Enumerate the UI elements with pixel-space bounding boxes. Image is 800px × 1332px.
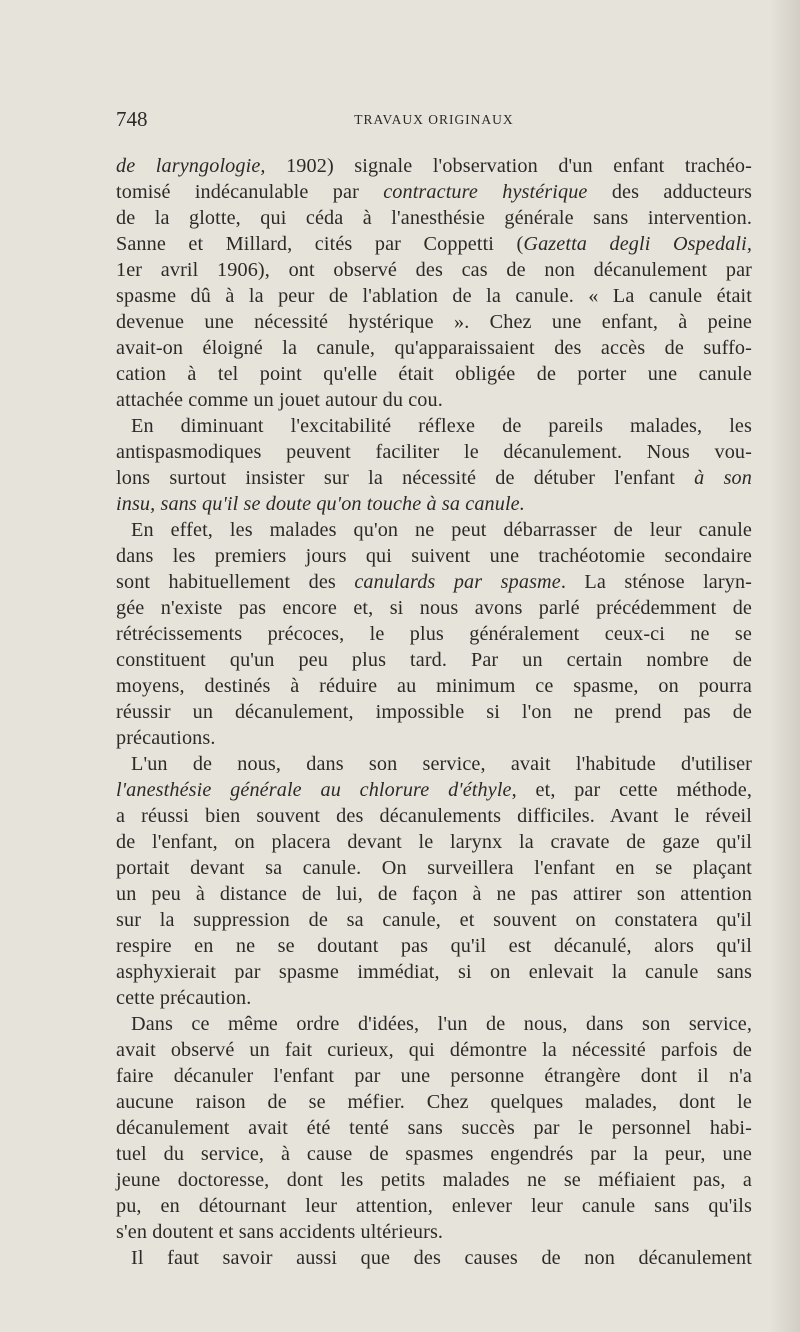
text-line — [116, 1011, 752, 1037]
body-text — [116, 153, 752, 1271]
text-segment: jeune doctoresse, dont les petits malades ne se méfiaient pas, a — [116, 1169, 752, 1191]
text-line — [116, 803, 752, 829]
text-line — [116, 855, 752, 881]
text-segment: , et, par cette méthode, — [511, 779, 753, 801]
italic-text-segment: de laryngologie, — [116, 155, 266, 177]
text-line — [116, 1219, 752, 1245]
text-segment: L'un de nous, dans son service, avait l'habitude d'utiliser — [131, 753, 752, 775]
page-gutter-shadow — [770, 0, 800, 1332]
text-segment: cation à tel point qu'elle était obligée de porter une canule — [116, 363, 752, 385]
text-line — [116, 1115, 752, 1141]
text-line — [116, 1193, 752, 1219]
text-line — [116, 335, 752, 361]
italic-text-segment: canulards par spasme — [354, 571, 561, 593]
text-line — [116, 699, 752, 725]
text-segment: gée n'existe pas encore et, si nous avons parlé précédemment de — [116, 597, 752, 619]
text-line — [116, 179, 752, 205]
text-segment: faire décanuler l'enfant par une personne étrangère dont il n'a — [116, 1065, 752, 1087]
text-line — [116, 1089, 752, 1115]
text-segment: des adducteurs — [587, 181, 753, 203]
text-segment: Il faut savoir aussi que des causes de non décanulement — [131, 1247, 752, 1269]
text-segment: précautions. — [116, 727, 216, 749]
text-line — [116, 1141, 752, 1167]
text-segment: Dans ce même ordre d'idées, l'un de nous, dans son service, — [131, 1013, 752, 1035]
text-segment: En effet, les malades qu'on ne peut débarrasser de leur canule — [131, 519, 752, 541]
text-segment: antispasmodiques peuvent faciliter le décanulement. Nous vou- — [116, 441, 752, 463]
text-segment: un peu à distance de lui, de façon à ne pas attirer son attention — [116, 883, 752, 905]
text-line — [116, 907, 752, 933]
text-segment: avait observé un fait curieux, qui démontre la nécessité parfois de — [116, 1039, 752, 1061]
text-line — [116, 517, 752, 543]
text-segment: constituent qu'un peu plus tard. Par un certain nombre de — [116, 649, 752, 671]
text-line — [116, 777, 752, 803]
text-segment: devenue une nécessité hystérique ». Chez une enfant, à peine — [116, 311, 752, 333]
text-line — [116, 881, 752, 907]
text-segment: sont habituellement des — [116, 571, 355, 593]
text-line — [116, 361, 752, 387]
text-line — [116, 205, 752, 231]
text-line — [116, 673, 752, 699]
text-segment: Sanne et Millard, cités par Coppetti ( — [116, 233, 524, 255]
text-line — [116, 413, 752, 439]
page-number: 748 — [116, 107, 148, 131]
text-line — [116, 751, 752, 777]
text-segment: dans les premiers jours qui suivent une trachéotomie secondaire — [116, 545, 752, 567]
text-segment: 1902) signale l'observation d'un enfant trachéo- — [265, 155, 752, 177]
text-line — [116, 933, 752, 959]
text-line — [116, 153, 752, 179]
running-title: TRAVAUX ORIGINAUX — [354, 112, 514, 127]
text-line — [116, 1167, 752, 1193]
text-line — [116, 569, 752, 595]
italic-text-segment: Gazetta degli Ospedali, — [523, 233, 752, 255]
text-segment: 1er avril 1906), ont observé des cas de non décanulement par — [116, 259, 752, 281]
text-line — [116, 465, 752, 491]
text-segment: décanulement avait été tenté sans succès par le personnel habi- — [116, 1117, 752, 1139]
text-segment: pu, en détournant leur attention, enlever leur canule sans qu'ils — [116, 1195, 752, 1217]
text-segment: s'en doutent et sans accidents ultérieurs. — [116, 1221, 444, 1243]
text-segment: de la glotte, qui céda à l'anesthésie générale sans intervention. — [116, 207, 752, 229]
text-segment: . La sténose laryn- — [560, 571, 752, 593]
text-segment: avait-on éloigné la canule, qu'apparaissaient des accès de suffo- — [116, 337, 752, 359]
text-line — [116, 1037, 752, 1063]
italic-text-segment: contracture hystérique — [383, 181, 588, 203]
text-line — [116, 491, 752, 517]
text-segment: En diminuant l'excitabilité réflexe de pareils malades, les — [131, 415, 752, 437]
text-segment: réussir un décanulement, impossible si l'on ne prend pas de — [116, 701, 752, 723]
text-line — [116, 985, 752, 1011]
text-segment: de l'enfant, on placera devant le larynx la cravate de gaze qu'il — [116, 831, 752, 853]
text-line — [116, 725, 752, 751]
text-line — [116, 829, 752, 855]
text-line — [116, 257, 752, 283]
text-line — [116, 621, 752, 647]
text-segment: cette précaution. — [116, 987, 252, 1009]
text-line — [116, 647, 752, 673]
text-segment: a réussi bien souvent des décanulements difficiles. Avant le réveil — [116, 805, 752, 827]
text-segment: lons surtout insister sur la nécessité de détuber l'enfant — [116, 467, 695, 489]
italic-text-segment: à son — [694, 467, 752, 489]
text-segment: attachée comme un jouet autour du cou. — [116, 389, 443, 411]
page-header — [116, 104, 752, 134]
text-segment: respire en ne se doutant pas qu'il est décanulé, alors qu'il — [116, 935, 752, 957]
text-segment: asphyxierait par spasme immédiat, si on enlevait la canule sans — [116, 961, 752, 983]
text-line — [116, 959, 752, 985]
text-line — [116, 231, 752, 257]
text-line — [116, 283, 752, 309]
italic-text-segment: l'anesthésie générale au chlorure d'éthyle — [116, 779, 512, 801]
italic-text-segment: insu, sans qu'il se doute qu'on touche à sa canule. — [116, 493, 525, 515]
text-segment: portait devant sa canule. On surveillera l'enfant en se plaçant — [116, 857, 752, 879]
text-line — [116, 439, 752, 465]
text-line — [116, 387, 752, 413]
text-segment: rétrécissements précoces, le plus généralement ceux-ci ne se — [116, 623, 752, 645]
text-line — [116, 309, 752, 335]
text-segment: sur la suppression de sa canule, et souvent on constatera qu'il — [116, 909, 752, 931]
text-segment: moyens, destinés à réduire au minimum ce spasme, on pourra — [116, 675, 752, 697]
text-segment: tuel du service, à cause de spasmes engendrés par la peur, une — [116, 1143, 752, 1165]
text-line — [116, 595, 752, 621]
text-line — [116, 1245, 752, 1271]
text-segment: aucune raison de se méfier. Chez quelques malades, dont le — [116, 1091, 752, 1113]
text-segment: spasme dû à la peur de l'ablation de la canule. « La canule était — [116, 285, 752, 307]
text-line — [116, 1063, 752, 1089]
text-line — [116, 543, 752, 569]
text-segment: tomisé indécanulable par — [116, 181, 384, 203]
